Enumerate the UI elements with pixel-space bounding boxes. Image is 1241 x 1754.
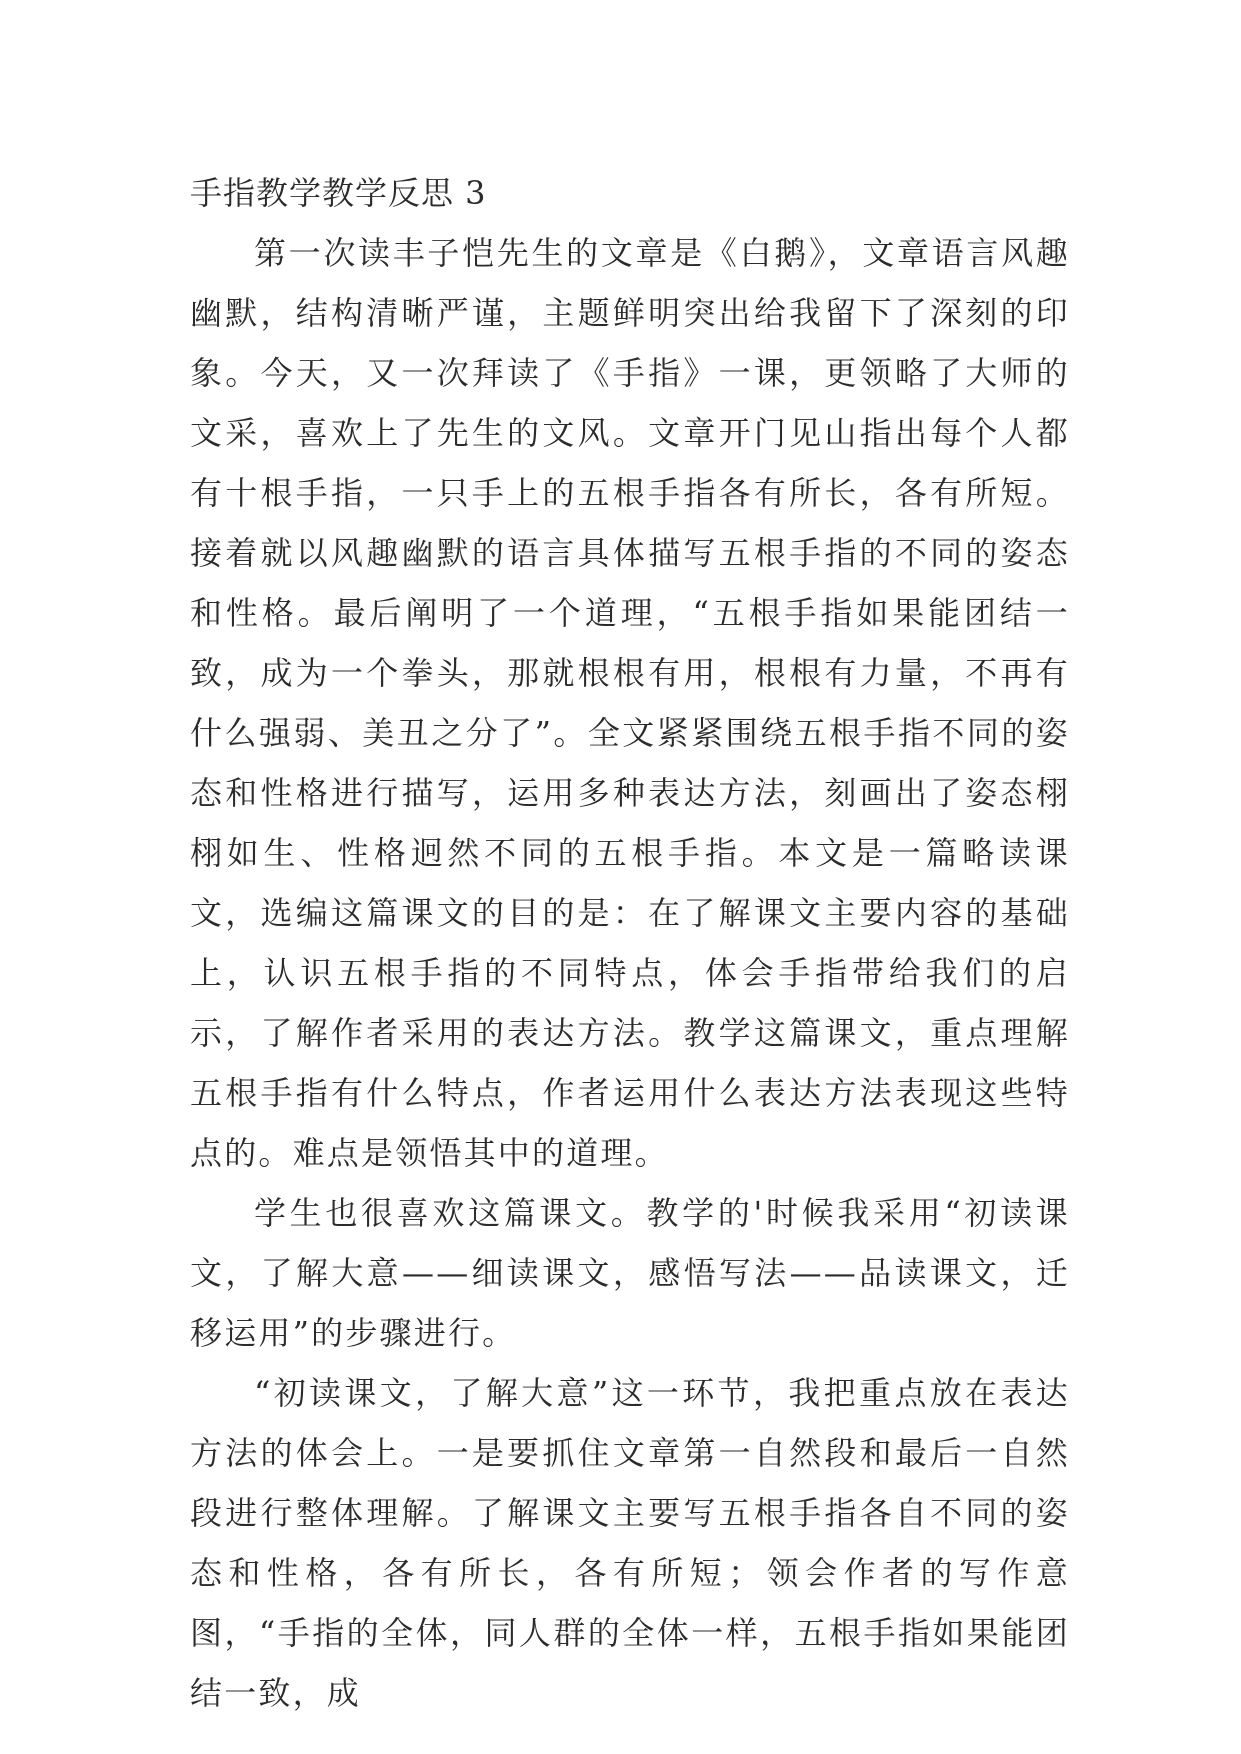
paragraph-1: 第一次读丰子恺先生的文章是《白鹅》，文章语言风趣幽默，结构清晰严谨，主题鲜明突出给我留下了深刻的印象。今天，又一次拜读了《手指》一课，更领略了大师的文采，喜欢上了先生的文风。文章开门见山指出每个人都有十根手指，一只手上的五根手指各有所长，各有所短。接着就以风趣幽默的语言具体描写五根手指的不同的姿态和性格。最后阐明了一个道理，“五根手指如果能团结一致，成为一个拳头，那就根根有用，根根有力量，不再有什么强弱、美丑之分了”。全文紧紧围绕五根手指不同的姿态和性格进行描写，运用多种表达方法，刻画出了姿态栩栩如生、性格迥然不同的五根手指。本文是一篇略读课文，选编这篇课文的目的是：在了解课文主要内容的基础上，认识五根手指的不同特点，体会手指带给我们的启示，了解作者采用的表达方法。教学这篇课文，重点理解五根手指有什么特点，作者运用什么表达方法表现这些特点的。难点是领悟其中的道理。 bbox=[190, 234, 1070, 1172]
paragraph-2: 学生也很喜欢这篇课文。教学的'时候我采用“初读课文，了解大意——细读课文，感悟写法——品读课文，迁移运用”的步骤进行。 bbox=[190, 1194, 1070, 1352]
document-body bbox=[190, 163, 1070, 1723]
paragraph-3: “初读课文，了解大意”这一环节，我把重点放在表达方法的体会上。一是要抓住文章第一自然段和最后一自然段进行整体理解。了解课文主要写五根手指各自不同的姿态和性格，各有所长，各有所短；领会作者的写作意图，“手指的全体，同人群的全体一样，五根手指如果能团结一致，成 bbox=[190, 1374, 1070, 1712]
document-title: 手指教学教学反思 3 bbox=[190, 174, 487, 212]
